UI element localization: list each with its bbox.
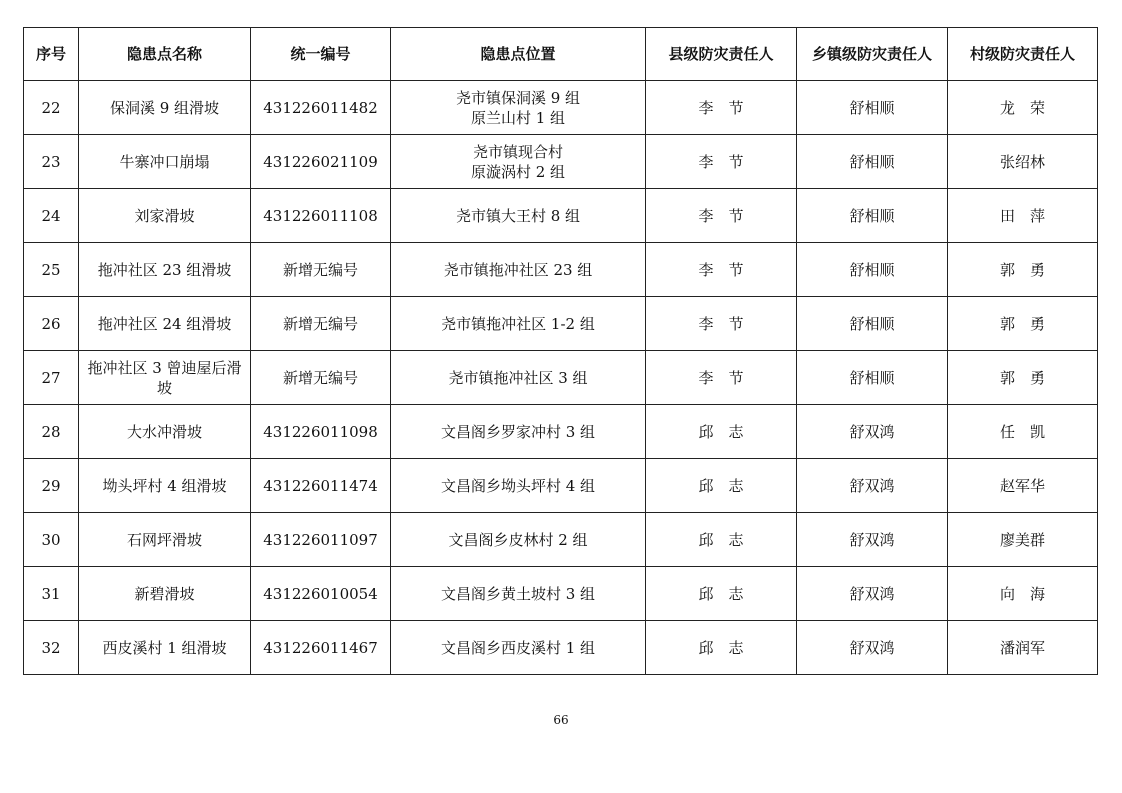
cell-unified-code: 新增无编号 [251, 351, 391, 405]
cell-hazard-location: 尧市镇保洞溪 9 组 原兰山村 1 组 [391, 81, 646, 135]
header-village-responsible: 村级防灾责任人 [948, 28, 1098, 81]
table-body [24, 81, 1098, 675]
table-row [24, 459, 1098, 513]
cell-township-responsible: 舒双鸿 [797, 405, 948, 459]
cell-township-responsible: 舒相顺 [797, 189, 948, 243]
cell-county-responsible: 李 节 [646, 81, 797, 135]
table-header-row [24, 28, 1098, 81]
cell-township-responsible: 舒相顺 [797, 135, 948, 189]
cell-county-responsible: 李 节 [646, 243, 797, 297]
cell-hazard-location: 文昌阁乡黄土坡村 3 组 [391, 567, 646, 621]
cell-township-responsible: 舒相顺 [797, 297, 948, 351]
table-row [24, 405, 1098, 459]
cell-unified-code: 431226011097 [251, 513, 391, 567]
cell-serial-number: 22 [24, 81, 79, 135]
cell-serial-number: 27 [24, 351, 79, 405]
cell-village-responsible: 向 海 [948, 567, 1098, 621]
cell-unified-code: 431226021109 [251, 135, 391, 189]
cell-county-responsible: 李 节 [646, 351, 797, 405]
cell-hazard-name: 刘家滑坡 [79, 189, 251, 243]
cell-hazard-name: 拖冲社区 23 组滑坡 [79, 243, 251, 297]
cell-hazard-name: 西皮溪村 1 组滑坡 [79, 621, 251, 675]
header-hazard-name: 隐患点名称 [79, 28, 251, 81]
cell-hazard-name: 坳头坪村 4 组滑坡 [79, 459, 251, 513]
cell-unified-code: 431226011467 [251, 621, 391, 675]
cell-unified-code: 431226011482 [251, 81, 391, 135]
cell-serial-number: 28 [24, 405, 79, 459]
header-serial-number: 序号 [24, 28, 79, 81]
header-township-responsible: 乡镇级防灾责任人 [797, 28, 948, 81]
table-row [24, 297, 1098, 351]
header-hazard-location: 隐患点位置 [391, 28, 646, 81]
cell-hazard-location: 文昌阁乡西皮溪村 1 组 [391, 621, 646, 675]
cell-hazard-name: 牛寨冲口崩塌 [79, 135, 251, 189]
cell-serial-number: 31 [24, 567, 79, 621]
cell-hazard-name: 保洞溪 9 组滑坡 [79, 81, 251, 135]
cell-county-responsible: 邱 志 [646, 405, 797, 459]
cell-county-responsible: 李 节 [646, 189, 797, 243]
cell-hazard-location: 尧市镇拖冲社区 23 组 [391, 243, 646, 297]
cell-serial-number: 30 [24, 513, 79, 567]
cell-county-responsible: 李 节 [646, 135, 797, 189]
cell-hazard-location: 尧市镇拖冲社区 1-2 组 [391, 297, 646, 351]
cell-hazard-location: 文昌阁乡皮林村 2 组 [391, 513, 646, 567]
cell-county-responsible: 邱 志 [646, 459, 797, 513]
header-unified-code: 统一编号 [251, 28, 391, 81]
cell-unified-code: 431226010054 [251, 567, 391, 621]
cell-unified-code: 431226011474 [251, 459, 391, 513]
cell-hazard-name: 拖冲社区 24 组滑坡 [79, 297, 251, 351]
table-row [24, 621, 1098, 675]
table-row [24, 81, 1098, 135]
cell-hazard-location: 文昌阁乡坳头坪村 4 组 [391, 459, 646, 513]
cell-hazard-location: 文昌阁乡罗家冲村 3 组 [391, 405, 646, 459]
cell-county-responsible: 邱 志 [646, 621, 797, 675]
cell-village-responsible: 龙 荣 [948, 81, 1098, 135]
cell-hazard-location: 尧市镇现合村 原漩涡村 2 组 [391, 135, 646, 189]
cell-village-responsible: 赵军华 [948, 459, 1098, 513]
table-row [24, 189, 1098, 243]
table-row [24, 567, 1098, 621]
cell-county-responsible: 邱 志 [646, 513, 797, 567]
cell-village-responsible: 任 凯 [948, 405, 1098, 459]
cell-village-responsible: 张绍林 [948, 135, 1098, 189]
cell-serial-number: 29 [24, 459, 79, 513]
cell-village-responsible: 田 萍 [948, 189, 1098, 243]
cell-unified-code: 新增无编号 [251, 297, 391, 351]
cell-county-responsible: 李 节 [646, 297, 797, 351]
cell-hazard-location: 尧市镇拖冲社区 3 组 [391, 351, 646, 405]
cell-serial-number: 32 [24, 621, 79, 675]
table-row [24, 243, 1098, 297]
table-row [24, 513, 1098, 567]
cell-unified-code: 431226011098 [251, 405, 391, 459]
cell-village-responsible: 郭 勇 [948, 243, 1098, 297]
hazard-points-table [23, 27, 1098, 675]
cell-township-responsible: 舒相顺 [797, 81, 948, 135]
cell-hazard-name: 大水冲滑坡 [79, 405, 251, 459]
cell-unified-code: 新增无编号 [251, 243, 391, 297]
cell-serial-number: 25 [24, 243, 79, 297]
cell-village-responsible: 郭 勇 [948, 351, 1098, 405]
page-number: 66 [553, 713, 569, 727]
cell-village-responsible: 郭 勇 [948, 297, 1098, 351]
cell-hazard-location: 尧市镇大王村 8 组 [391, 189, 646, 243]
cell-hazard-name: 石网坪滑坡 [79, 513, 251, 567]
cell-village-responsible: 廖美群 [948, 513, 1098, 567]
table-row [24, 135, 1098, 189]
cell-township-responsible: 舒双鸿 [797, 567, 948, 621]
cell-township-responsible: 舒双鸿 [797, 513, 948, 567]
header-county-responsible: 县级防灾责任人 [646, 28, 797, 81]
cell-township-responsible: 舒双鸿 [797, 621, 948, 675]
cell-unified-code: 431226011108 [251, 189, 391, 243]
cell-serial-number: 24 [24, 189, 79, 243]
table-row [24, 351, 1098, 405]
cell-township-responsible: 舒相顺 [797, 243, 948, 297]
cell-serial-number: 26 [24, 297, 79, 351]
cell-township-responsible: 舒双鸿 [797, 459, 948, 513]
cell-village-responsible: 潘润军 [948, 621, 1098, 675]
cell-township-responsible: 舒相顺 [797, 351, 948, 405]
cell-hazard-name: 拖冲社区 3 曾迪屋后滑 坡 [79, 351, 251, 405]
cell-county-responsible: 邱 志 [646, 567, 797, 621]
cell-serial-number: 23 [24, 135, 79, 189]
cell-hazard-name: 新碧滑坡 [79, 567, 251, 621]
